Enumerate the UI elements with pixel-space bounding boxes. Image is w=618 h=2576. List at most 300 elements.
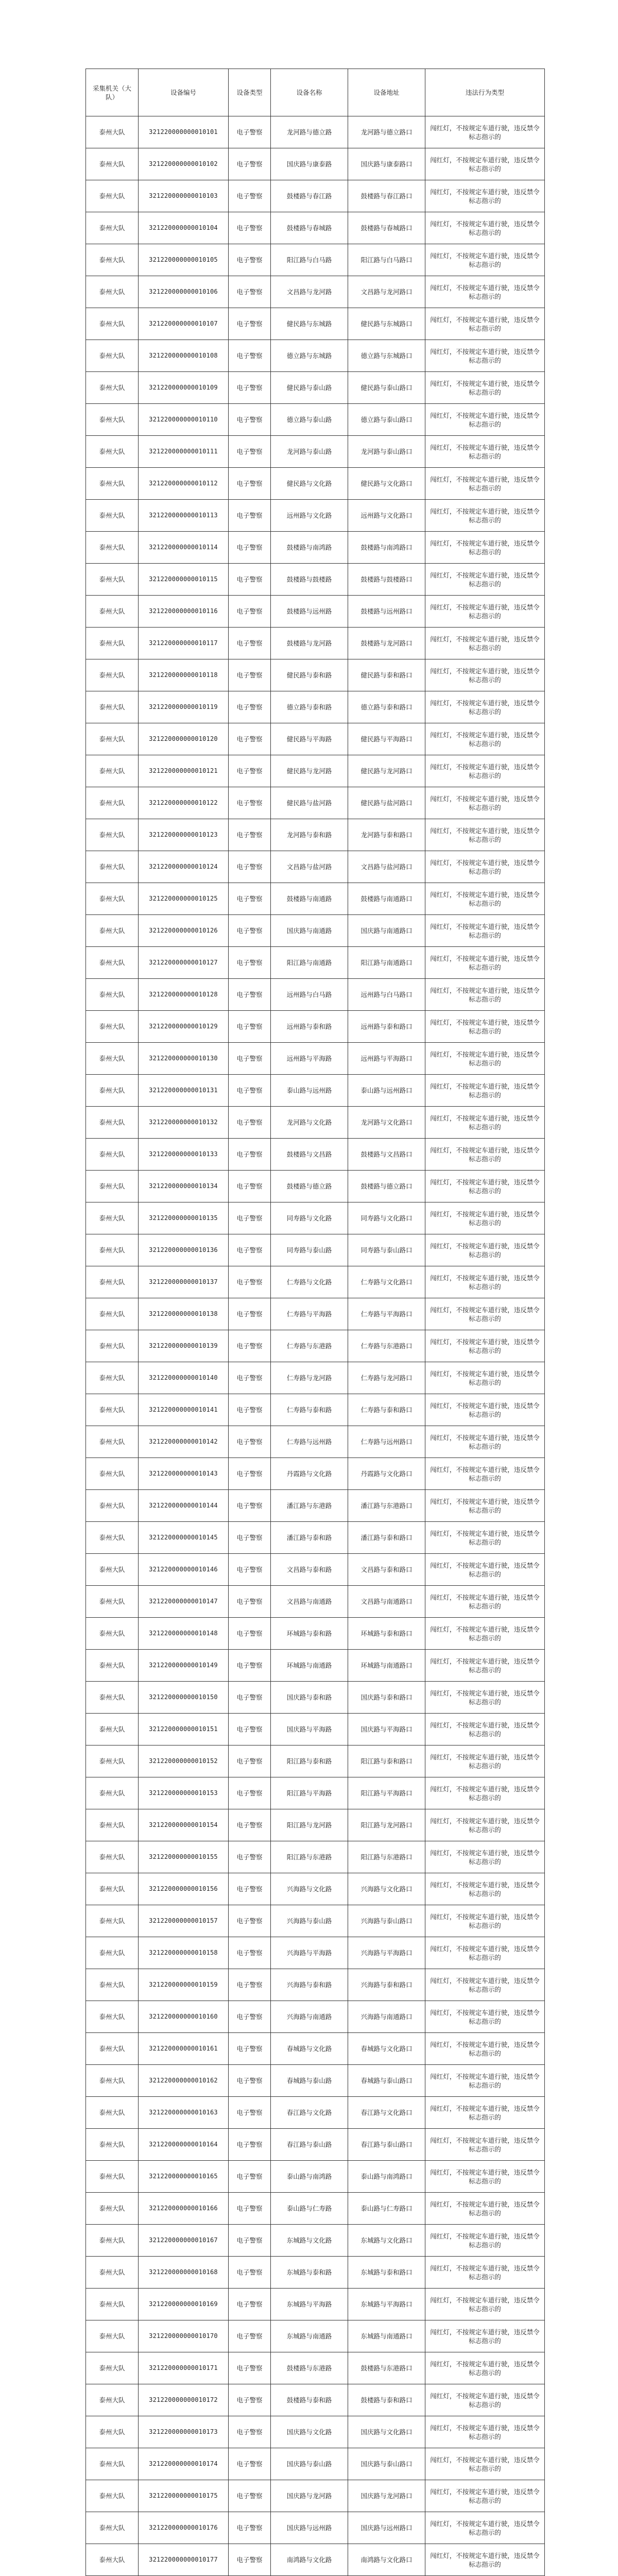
table-row — [86, 979, 545, 1011]
cell-device-id: 321220000000010152 — [139, 1745, 229, 1777]
cell-device-id: 321220000000010174 — [139, 2448, 229, 2480]
cell-violation-type: 闯红灯，不按规定车道行驶，违反禁令标志指示的 — [425, 596, 545, 628]
cell-device-address: 健民路与泰和路口 — [348, 659, 425, 691]
cell-agency: 泰州大队 — [86, 883, 139, 915]
cell-device-name: 健民路与平海路 — [271, 723, 348, 755]
table-row — [86, 851, 545, 883]
cell-violation-type: 闯红灯，不按规定车道行驶，违反禁令标志指示的 — [425, 276, 545, 308]
cell-device-type: 电子警察 — [229, 2448, 271, 2480]
cell-device-name: 仁寿路与远州路 — [271, 1426, 348, 1458]
cell-agency: 泰州大队 — [86, 372, 139, 404]
cell-device-id: 321220000000010120 — [139, 723, 229, 755]
cell-violation-type: 闯红灯，不按规定车道行驶，违反禁令标志指示的 — [425, 659, 545, 691]
cell-device-name: 鼓楼路与东港路 — [271, 2352, 348, 2384]
cell-device-type: 电子警察 — [229, 1650, 271, 1682]
cell-device-address: 环城路与泰和路口 — [348, 1618, 425, 1650]
cell-device-name: 仁寿路与龙河路 — [271, 1362, 348, 1394]
table-row — [86, 1426, 545, 1458]
cell-device-name: 德立路与泰和路 — [271, 691, 348, 723]
cell-device-type: 电子警察 — [229, 1075, 271, 1107]
cell-device-name: 健民路与东城路 — [271, 308, 348, 340]
cell-violation-type: 闯红灯，不按规定车道行驶，违反禁令标志指示的 — [425, 1011, 545, 1043]
cell-device-id: 321220000000010170 — [139, 2320, 229, 2352]
table-row — [86, 1714, 545, 1745]
table-row — [86, 1682, 545, 1714]
cell-device-type: 电子警察 — [229, 308, 271, 340]
cell-device-address: 潘江路与东港路口 — [348, 1490, 425, 1522]
cell-device-type: 电子警察 — [229, 723, 271, 755]
table-row — [86, 1841, 545, 1873]
table-row — [86, 340, 545, 372]
cell-device-name: 兴海路与文化路 — [271, 1873, 348, 1905]
cell-device-name: 健民路与泰和路 — [271, 659, 348, 691]
cell-device-name: 龙河路与泰和路 — [271, 819, 348, 851]
cell-agency: 泰州大队 — [86, 628, 139, 659]
cell-device-type: 电子警察 — [229, 372, 271, 404]
cell-device-address: 健民路与盐河路口 — [348, 787, 425, 819]
cell-agency: 泰州大队 — [86, 1394, 139, 1426]
cell-device-name: 文昌路与盐河路 — [271, 851, 348, 883]
cell-device-address: 阳江路与白马路口 — [348, 244, 425, 276]
table-row — [86, 1011, 545, 1043]
table-row — [86, 2289, 545, 2320]
cell-violation-type: 闯红灯，不按规定车道行驶，违反禁令标志指示的 — [425, 244, 545, 276]
cell-device-id: 321220000000010176 — [139, 2512, 229, 2544]
cell-device-id: 321220000000010110 — [139, 404, 229, 436]
cell-device-id: 321220000000010127 — [139, 947, 229, 979]
cell-device-type: 电子警察 — [229, 1522, 271, 1554]
cell-device-name: 阳江路与南通路 — [271, 947, 348, 979]
cell-device-address: 国庆路与龙河路口 — [348, 2480, 425, 2512]
cell-violation-type: 闯红灯，不按规定车道行驶，违反禁令标志指示的 — [425, 1618, 545, 1650]
cell-violation-type: 闯红灯，不按规定车道行驶，违反禁令标志指示的 — [425, 1745, 545, 1777]
cell-device-address: 国庆路与泰山路口 — [348, 2448, 425, 2480]
cell-device-type: 电子警察 — [229, 2033, 271, 2065]
cell-device-type: 电子警察 — [229, 2352, 271, 2384]
cell-agency: 泰州大队 — [86, 500, 139, 532]
cell-device-id: 321220000000010163 — [139, 2097, 229, 2129]
cell-device-name: 鼓楼路与春江路 — [271, 180, 348, 212]
cell-violation-type: 闯红灯，不按规定车道行驶，违反禁令标志指示的 — [425, 2225, 545, 2257]
table-row — [86, 2480, 545, 2512]
table-row — [86, 308, 545, 340]
cell-device-address: 德立路与泰和路口 — [348, 691, 425, 723]
cell-device-address: 龙河路与泰和路口 — [348, 819, 425, 851]
cell-agency: 泰州大队 — [86, 276, 139, 308]
cell-device-address: 南鸿路与文化路口 — [348, 2544, 425, 2576]
cell-agency: 泰州大队 — [86, 244, 139, 276]
table-row — [86, 1777, 545, 1809]
cell-device-address: 仁寿路与东港路口 — [348, 1330, 425, 1362]
cell-device-name: 泰山路与远州路 — [271, 1075, 348, 1107]
cell-agency: 泰州大队 — [86, 2416, 139, 2448]
cell-device-type: 电子警察 — [229, 2065, 271, 2097]
cell-violation-type: 闯红灯，不按规定车道行驶，违反禁令标志指示的 — [425, 500, 545, 532]
cell-device-type: 电子警察 — [229, 1873, 271, 1905]
cell-device-id: 321220000000010139 — [139, 1330, 229, 1362]
cell-violation-type: 闯红灯，不按规定车道行驶，违反禁令标志指示的 — [425, 1682, 545, 1714]
cell-agency: 泰州大队 — [86, 979, 139, 1011]
cell-device-address: 东城路与文化路口 — [348, 2225, 425, 2257]
cell-agency: 泰州大队 — [86, 1171, 139, 1202]
table-row — [86, 1905, 545, 1937]
cell-device-name: 国庆路与康泰路 — [271, 148, 348, 180]
header-device-type: 设备类型 — [229, 69, 271, 116]
table-row — [86, 372, 545, 404]
cell-violation-type: 闯红灯，不按规定车道行驶，违反禁令标志指示的 — [425, 2320, 545, 2352]
cell-agency: 泰州大队 — [86, 1745, 139, 1777]
cell-device-type: 电子警察 — [229, 2416, 271, 2448]
cell-violation-type: 闯红灯，不按规定车道行驶，违反禁令标志指示的 — [425, 2544, 545, 2576]
cell-agency: 泰州大队 — [86, 1714, 139, 1745]
cell-device-type: 电子警察 — [229, 2320, 271, 2352]
cell-device-name: 鼓楼路与泰和路 — [271, 2384, 348, 2416]
cell-device-name: 同寿路与泰山路 — [271, 1234, 348, 1266]
cell-device-type: 电子警察 — [229, 500, 271, 532]
table-row — [86, 1745, 545, 1777]
cell-violation-type: 闯红灯，不按规定车道行驶，违反禁令标志指示的 — [425, 2384, 545, 2416]
cell-agency: 泰州大队 — [86, 564, 139, 596]
cell-device-name: 远州路与白马路 — [271, 979, 348, 1011]
cell-device-name: 泰山路与仁寿路 — [271, 2193, 348, 2225]
cell-device-type: 电子警察 — [229, 1426, 271, 1458]
cell-agency: 泰州大队 — [86, 1330, 139, 1362]
cell-device-name: 文昌路与泰和路 — [271, 1554, 348, 1586]
cell-device-name: 环城路与南通路 — [271, 1650, 348, 1682]
cell-device-id: 321220000000010124 — [139, 851, 229, 883]
cell-device-name: 东城路与平海路 — [271, 2289, 348, 2320]
cell-device-type: 电子警察 — [229, 180, 271, 212]
cell-agency: 泰州大队 — [86, 1650, 139, 1682]
cell-device-id: 321220000000010111 — [139, 436, 229, 468]
cell-violation-type: 闯红灯，不按规定车道行驶，违反禁令标志指示的 — [425, 1458, 545, 1490]
cell-device-name: 国庆路与文化路 — [271, 2416, 348, 2448]
table-row — [86, 2544, 545, 2576]
cell-agency: 泰州大队 — [86, 1490, 139, 1522]
cell-device-type: 电子警察 — [229, 596, 271, 628]
cell-device-address: 健民路与文化路口 — [348, 468, 425, 500]
table-row — [86, 500, 545, 532]
cell-device-id: 321220000000010144 — [139, 1490, 229, 1522]
cell-device-type: 电子警察 — [229, 851, 271, 883]
cell-device-id: 321220000000010143 — [139, 1458, 229, 1490]
cell-agency: 泰州大队 — [86, 2480, 139, 2512]
cell-device-id: 321220000000010101 — [139, 116, 229, 148]
cell-device-id: 321220000000010154 — [139, 1809, 229, 1841]
cell-device-name: 健民路与盐河路 — [271, 787, 348, 819]
table-row — [86, 1075, 545, 1107]
cell-device-type: 电子警察 — [229, 2161, 271, 2193]
cell-agency: 泰州大队 — [86, 148, 139, 180]
table-row — [86, 915, 545, 947]
cell-device-name: 文昌路与龙河路 — [271, 276, 348, 308]
cell-device-name: 潘江路与东港路 — [271, 1490, 348, 1522]
cell-device-type: 电子警察 — [229, 1043, 271, 1075]
cell-device-name: 远州路与文化路 — [271, 500, 348, 532]
cell-agency: 泰州大队 — [86, 1873, 139, 1905]
cell-device-id: 321220000000010109 — [139, 372, 229, 404]
cell-violation-type: 闯红灯，不按规定车道行驶，违反禁令标志指示的 — [425, 1809, 545, 1841]
header-device-id: 设备编号 — [139, 69, 229, 116]
cell-agency: 泰州大队 — [86, 436, 139, 468]
cell-device-id: 321220000000010116 — [139, 596, 229, 628]
cell-violation-type: 闯红灯，不按规定车道行驶，违反禁令标志指示的 — [425, 2416, 545, 2448]
cell-device-id: 321220000000010164 — [139, 2129, 229, 2161]
table-row — [86, 1490, 545, 1522]
cell-device-address: 鼓楼路与南鸿路口 — [348, 532, 425, 564]
cell-device-name: 春江路与泰山路 — [271, 2129, 348, 2161]
cell-device-address: 丹霞路与文化路口 — [348, 1458, 425, 1490]
cell-device-address: 兴海路与平海路口 — [348, 1937, 425, 1969]
cell-violation-type: 闯红灯，不按规定车道行驶，违反禁令标志指示的 — [425, 2033, 545, 2065]
table-row — [86, 1522, 545, 1554]
cell-device-name: 龙河路与文化路 — [271, 1107, 348, 1139]
cell-device-id: 321220000000010102 — [139, 148, 229, 180]
table-row — [86, 148, 545, 180]
cell-device-id: 321220000000010131 — [139, 1075, 229, 1107]
cell-device-type: 电子警察 — [229, 628, 271, 659]
cell-device-address: 远州路与泰和路口 — [348, 1011, 425, 1043]
cell-device-id: 321220000000010118 — [139, 659, 229, 691]
table-row — [86, 947, 545, 979]
cell-device-id: 321220000000010107 — [139, 308, 229, 340]
cell-device-address: 兴海路与泰山路口 — [348, 1905, 425, 1937]
table-row — [86, 2416, 545, 2448]
cell-device-name: 阳江路与平海路 — [271, 1777, 348, 1809]
cell-device-id: 321220000000010138 — [139, 1298, 229, 1330]
cell-device-name: 东城路与文化路 — [271, 2225, 348, 2257]
cell-agency: 泰州大队 — [86, 851, 139, 883]
cell-device-address: 国庆路与平海路口 — [348, 1714, 425, 1745]
cell-agency: 泰州大队 — [86, 1586, 139, 1618]
table-row — [86, 596, 545, 628]
cell-device-id: 321220000000010157 — [139, 1905, 229, 1937]
cell-violation-type: 闯红灯，不按规定车道行驶，违反禁令标志指示的 — [425, 1937, 545, 1969]
cell-violation-type: 闯红灯，不按规定车道行驶，违反禁令标志指示的 — [425, 1266, 545, 1298]
cell-device-type: 电子警察 — [229, 1234, 271, 1266]
cell-device-name: 鼓楼路与春城路 — [271, 212, 348, 244]
cell-violation-type: 闯红灯，不按规定车道行驶，违反禁令标志指示的 — [425, 2289, 545, 2320]
cell-device-type: 电子警察 — [229, 755, 271, 787]
cell-device-type: 电子警察 — [229, 1969, 271, 2001]
cell-agency: 泰州大队 — [86, 1905, 139, 1937]
cell-device-name: 龙河路与泰山路 — [271, 436, 348, 468]
table-row — [86, 2129, 545, 2161]
cell-violation-type: 闯红灯，不按规定车道行驶，违反禁令标志指示的 — [425, 308, 545, 340]
cell-violation-type: 闯红灯，不按规定车道行驶，违反禁令标志指示的 — [425, 2193, 545, 2225]
cell-device-type: 电子警察 — [229, 340, 271, 372]
cell-device-address: 东城路与泰和路口 — [348, 2257, 425, 2289]
cell-device-id: 321220000000010147 — [139, 1586, 229, 1618]
cell-agency: 泰州大队 — [86, 755, 139, 787]
table-row — [86, 564, 545, 596]
table-row — [86, 819, 545, 851]
cell-device-address: 文昌路与盐河路口 — [348, 851, 425, 883]
cell-device-name: 春江路与文化路 — [271, 2097, 348, 2129]
cell-device-type: 电子警察 — [229, 1330, 271, 1362]
cell-device-id: 321220000000010112 — [139, 468, 229, 500]
cell-agency: 泰州大队 — [86, 2065, 139, 2097]
cell-device-type: 电子警察 — [229, 1362, 271, 1394]
cell-agency: 泰州大队 — [86, 2448, 139, 2480]
cell-device-address: 泰山路与仁寿路口 — [348, 2193, 425, 2225]
cell-device-name: 鼓楼路与南通路 — [271, 883, 348, 915]
cell-agency: 泰州大队 — [86, 2257, 139, 2289]
cell-agency: 泰州大队 — [86, 1777, 139, 1809]
cell-violation-type: 闯红灯，不按规定车道行驶，违反禁令标志指示的 — [425, 1426, 545, 1458]
cell-device-address: 远州路与文化路口 — [348, 500, 425, 532]
cell-violation-type: 闯红灯，不按规定车道行驶，违反禁令标志指示的 — [425, 468, 545, 500]
table-row — [86, 2161, 545, 2193]
cell-device-name: 春城路与泰山路 — [271, 2065, 348, 2097]
cell-device-name: 健民路与文化路 — [271, 468, 348, 500]
cell-device-type: 电子警察 — [229, 979, 271, 1011]
cell-device-address: 鼓楼路与德立路口 — [348, 1171, 425, 1202]
table-row — [86, 2320, 545, 2352]
table-row — [86, 212, 545, 244]
cell-agency: 泰州大队 — [86, 2352, 139, 2384]
cell-violation-type: 闯红灯，不按规定车道行驶，违反禁令标志指示的 — [425, 1234, 545, 1266]
cell-device-address: 阳江路与泰和路口 — [348, 1745, 425, 1777]
cell-device-name: 鼓楼路与远州路 — [271, 596, 348, 628]
cell-device-name: 远州路与平海路 — [271, 1043, 348, 1075]
table-row — [86, 2001, 545, 2033]
table-row — [86, 244, 545, 276]
cell-agency: 泰州大队 — [86, 1937, 139, 1969]
cell-device-name: 健民路与龙河路 — [271, 755, 348, 787]
cell-agency: 泰州大队 — [86, 2289, 139, 2320]
cell-device-name: 阳江路与龙河路 — [271, 1809, 348, 1841]
table-row — [86, 1330, 545, 1362]
table-row — [86, 532, 545, 564]
cell-agency: 泰州大队 — [86, 1682, 139, 1714]
cell-agency: 泰州大队 — [86, 1809, 139, 1841]
cell-agency: 泰州大队 — [86, 1841, 139, 1873]
cell-device-type: 电子警察 — [229, 2225, 271, 2257]
cell-device-address: 健民路与东城路口 — [348, 308, 425, 340]
cell-device-name: 仁寿路与平海路 — [271, 1298, 348, 1330]
header-row — [86, 69, 545, 116]
cell-device-address: 阳江路与平海路口 — [348, 1777, 425, 1809]
cell-device-id: 321220000000010133 — [139, 1139, 229, 1171]
cell-device-id: 321220000000010121 — [139, 755, 229, 787]
cell-violation-type: 闯红灯，不按规定车道行驶，违反禁令标志指示的 — [425, 404, 545, 436]
cell-violation-type: 闯红灯，不按规定车道行驶，违反禁令标志指示的 — [425, 2097, 545, 2129]
table-row — [86, 1586, 545, 1618]
cell-device-type: 电子警察 — [229, 244, 271, 276]
cell-device-type: 电子警察 — [229, 116, 271, 148]
cell-violation-type: 闯红灯，不按规定车道行驶，违反禁令标志指示的 — [425, 340, 545, 372]
cell-violation-type: 闯红灯，不按规定车道行驶，违反禁令标志指示的 — [425, 2001, 545, 2033]
cell-device-address: 文昌路与泰和路口 — [348, 1554, 425, 1586]
cell-device-type: 电子警察 — [229, 1298, 271, 1330]
table-row — [86, 2257, 545, 2289]
cell-agency: 泰州大队 — [86, 1139, 139, 1171]
cell-violation-type: 闯红灯，不按规定车道行驶，违反禁令标志指示的 — [425, 947, 545, 979]
cell-violation-type: 闯红灯，不按规定车道行驶，违反禁令标志指示的 — [425, 1777, 545, 1809]
table-row — [86, 1362, 545, 1394]
cell-violation-type: 闯红灯，不按规定车道行驶，违反禁令标志指示的 — [425, 180, 545, 212]
table-row — [86, 1171, 545, 1202]
cell-device-name: 文昌路与南通路 — [271, 1586, 348, 1618]
cell-agency: 泰州大队 — [86, 532, 139, 564]
cell-device-type: 电子警察 — [229, 1937, 271, 1969]
cell-device-name: 鼓楼路与龙河路 — [271, 628, 348, 659]
cell-device-id: 321220000000010148 — [139, 1618, 229, 1650]
cell-agency: 泰州大队 — [86, 1043, 139, 1075]
table-row — [86, 1809, 545, 1841]
table-row — [86, 2352, 545, 2384]
cell-violation-type: 闯红灯，不按规定车道行驶，违反禁令标志指示的 — [425, 2161, 545, 2193]
cell-device-address: 仁寿路与龙河路口 — [348, 1362, 425, 1394]
table-row — [86, 1554, 545, 1586]
cell-device-name: 仁寿路与泰和路 — [271, 1394, 348, 1426]
cell-device-type: 电子警察 — [229, 1745, 271, 1777]
cell-device-name: 鼓楼路与南鸿路 — [271, 532, 348, 564]
cell-device-address: 阳江路与南通路口 — [348, 947, 425, 979]
table-row — [86, 1394, 545, 1426]
cell-violation-type: 闯红灯，不按规定车道行驶，违反禁令标志指示的 — [425, 148, 545, 180]
cell-device-type: 电子警察 — [229, 2129, 271, 2161]
cell-device-address: 文昌路与龙河路口 — [348, 276, 425, 308]
cell-violation-type: 闯红灯，不按规定车道行驶，违反禁令标志指示的 — [425, 1841, 545, 1873]
table-row — [86, 404, 545, 436]
table-row — [86, 2448, 545, 2480]
cell-device-id: 321220000000010115 — [139, 564, 229, 596]
cell-device-name: 阳江路与泰和路 — [271, 1745, 348, 1777]
cell-violation-type: 闯红灯，不按规定车道行驶，违反禁令标志指示的 — [425, 628, 545, 659]
cell-device-type: 电子警察 — [229, 883, 271, 915]
cell-device-type: 电子警察 — [229, 1107, 271, 1139]
cell-violation-type: 闯红灯，不按规定车道行驶，违反禁令标志指示的 — [425, 755, 545, 787]
cell-device-id: 321220000000010123 — [139, 819, 229, 851]
cell-device-id: 321220000000010155 — [139, 1841, 229, 1873]
table-row — [86, 2512, 545, 2544]
cell-device-type: 电子警察 — [229, 276, 271, 308]
table-row — [86, 436, 545, 468]
cell-device-name: 远州路与泰和路 — [271, 1011, 348, 1043]
cell-device-id: 321220000000010134 — [139, 1171, 229, 1202]
cell-agency: 泰州大队 — [86, 2097, 139, 2129]
cell-device-address: 鼓楼路与南通路口 — [348, 883, 425, 915]
cell-violation-type: 闯红灯，不按规定车道行驶，违反禁令标志指示的 — [425, 372, 545, 404]
cell-device-id: 321220000000010165 — [139, 2161, 229, 2193]
cell-device-name: 同寿路与文化路 — [271, 1202, 348, 1234]
cell-device-id: 321220000000010106 — [139, 276, 229, 308]
cell-agency: 泰州大队 — [86, 596, 139, 628]
cell-violation-type: 闯红灯，不按规定车道行驶，违反禁令标志指示的 — [425, 915, 545, 947]
table-row — [86, 1107, 545, 1139]
cell-device-id: 321220000000010122 — [139, 787, 229, 819]
cell-violation-type: 闯红灯，不按规定车道行驶，违反禁令标志指示的 — [425, 787, 545, 819]
cell-device-address: 鼓楼路与远州路口 — [348, 596, 425, 628]
cell-device-address: 东城路与南通路口 — [348, 2320, 425, 2352]
cell-device-name: 环城路与泰和路 — [271, 1618, 348, 1650]
cell-device-id: 321220000000010153 — [139, 1777, 229, 1809]
cell-violation-type: 闯红灯，不按规定车道行驶，违反禁令标志指示的 — [425, 1490, 545, 1522]
cell-device-id: 321220000000010158 — [139, 1937, 229, 1969]
cell-violation-type: 闯红灯，不按规定车道行驶，违反禁令标志指示的 — [425, 2352, 545, 2384]
cell-agency: 泰州大队 — [86, 1298, 139, 1330]
cell-device-name: 仁寿路与文化路 — [271, 1266, 348, 1298]
cell-device-address: 仁寿路与远州路口 — [348, 1426, 425, 1458]
cell-device-address: 文昌路与南通路口 — [348, 1586, 425, 1618]
cell-agency: 泰州大队 — [86, 691, 139, 723]
cell-device-name: 国庆路与平海路 — [271, 1714, 348, 1745]
cell-violation-type: 闯红灯，不按规定车道行驶，违反禁令标志指示的 — [425, 1362, 545, 1394]
cell-device-id: 321220000000010130 — [139, 1043, 229, 1075]
cell-device-address: 国庆路与文化路口 — [348, 2416, 425, 2448]
